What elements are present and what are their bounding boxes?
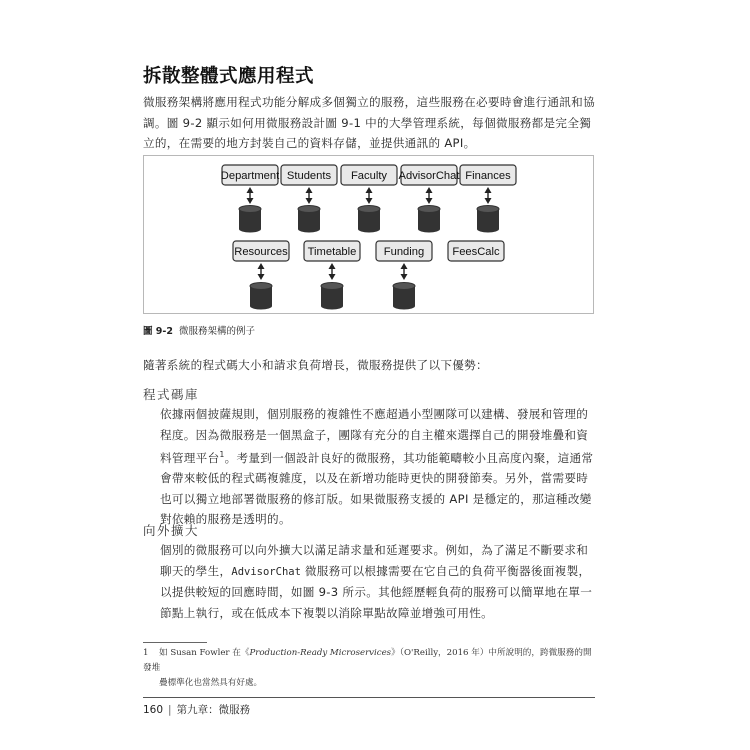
codebase-paragraph [160,404,596,530]
scale-out-text-b: 微服務可以根據需要在它自己的負荷平衡器後面複製，以提供較短的回應時間，如圖 9-3 所示。其他經歷輕負荷的服務可以簡單地在單一節點上執行，或在低成本下複製以消除單點故障並增強可用性。 [160,563,593,620]
service-finances-db-top [477,206,499,213]
microservices-figure [143,155,594,314]
intro-paragraph: 微服務架構將應用程式功能分解成多個獨立的服務，這些服務在必要時會進行通訊和協調。圖 9-2 顯示如何用微服務設計圖 9-1 中的大學管理系統，每個微服務都是完全獨立的，在需要的地方封裝自己的資料存儲，並提供通訊的 API。 [143,95,595,150]
service-funding-db-top [393,283,415,290]
benefits-intro: 隨著系統的程式碼大小和請求負荷增長，微服務提供了以下優勢： [143,358,488,372]
service-timetable-arrow-head-up [329,263,336,269]
service-funding-label: Funding [383,246,425,258]
service-resources-arrow-head-down [258,274,265,280]
service-students-arrow-head-down [306,198,313,204]
service-faculty-arrow-head-down [366,198,373,204]
subsection-title-scale-out: 向外擴大 [143,523,200,538]
page-number: 160 [143,704,164,716]
footnote-divider [143,642,207,643]
service-timetable-label: Timetable [307,246,357,258]
service-timetable-arrow-head-down [329,274,336,280]
service-resources-db-top [250,283,272,290]
codebase-text-a: 依據兩個披薩規則，個別服務的複雜性不應超過小型團隊可以建構、發展和管理的程度。因為微服務是一個黑盒子，團隊有充分的自主權來選擇自己的開發堆疊和資料管理平台 [160,407,589,465]
service-department-arrow-head-down [247,198,254,204]
service-timetable-db-top [321,283,343,290]
section-heading: 拆散整體式應用程式 [143,66,315,87]
subsection-title-codebase: 程式碼庫 [143,387,200,402]
figure-caption [143,323,255,337]
codebase-text-b: 。考量到一個設計良好的微服務，其功能範疇較小且高度內聚，這通常會帶來較低的程式碼複雜度，以及在新增功能時更快的開發節奏。另外，當需要時也可以獨立地部署微服務的修訂版。如果微服務支援的 API 是穩定的，那這種改變對依賴的服務是透明的。 [160,450,594,527]
service-students-db-top [298,206,320,213]
service-advisorchat-arrow-head-down [426,198,433,204]
footnote-reference[interactable]: 1 [219,450,225,459]
service-advisorchat-label: AdvisorChat [398,170,460,182]
microservices-diagram [144,156,595,315]
footnote [143,646,595,691]
footnote-number: 1 [143,648,149,658]
service-faculty-label: Faculty [350,170,388,182]
folio [143,702,250,717]
scale-out-paragraph [160,540,596,623]
service-students-label: Students [286,170,332,182]
service-finances-label: Finances [465,170,511,182]
footnote-text-b: 》（O'Reilly，2016 年）中所說明的，跨微服務的開發堆 [143,648,592,673]
service-department-arrow-head-up [247,187,254,193]
service-finances-arrow-head-down [485,198,492,204]
folio-separator: | [168,704,172,716]
service-funding-arrow-head-down [401,274,408,280]
service-finances-arrow-head-up [485,187,492,193]
service-resources-label: Resources [234,246,288,258]
chapter-title: 第九章：微服務 [176,704,251,716]
service-department-label: Department [220,170,280,182]
footnote-book-title: Production-Ready Microservices [249,648,392,658]
service-advisorchat-db-top [418,206,440,213]
scale-out-text-a: 個別的微服務可以向外擴大以滿足請求量和延遲要求。例如，為了滿足不斷要求和聊天的學生， [160,543,589,578]
figure-caption-text: 微服務架構的例子 [178,326,255,337]
service-faculty-arrow-head-up [366,187,373,193]
advisorchat-code: AdvisorChat [231,565,301,578]
service-resources-arrow-head-up [258,263,265,269]
figure-number: 圖 9-2 [143,326,173,337]
service-students-arrow-head-up [306,187,313,193]
service-feescalc-label: FeesCalc [452,246,500,258]
service-department-db-top [239,206,261,213]
service-faculty-db-top [358,206,380,213]
service-advisorchat-arrow-head-up [426,187,433,193]
footnote-text-a: 如 Susan Fowler 在《 [159,648,250,658]
footnote-text-c: 疊標準化也當然具有好處。 [159,678,263,688]
folio-divider [143,697,595,698]
service-funding-arrow-head-up [401,263,408,269]
